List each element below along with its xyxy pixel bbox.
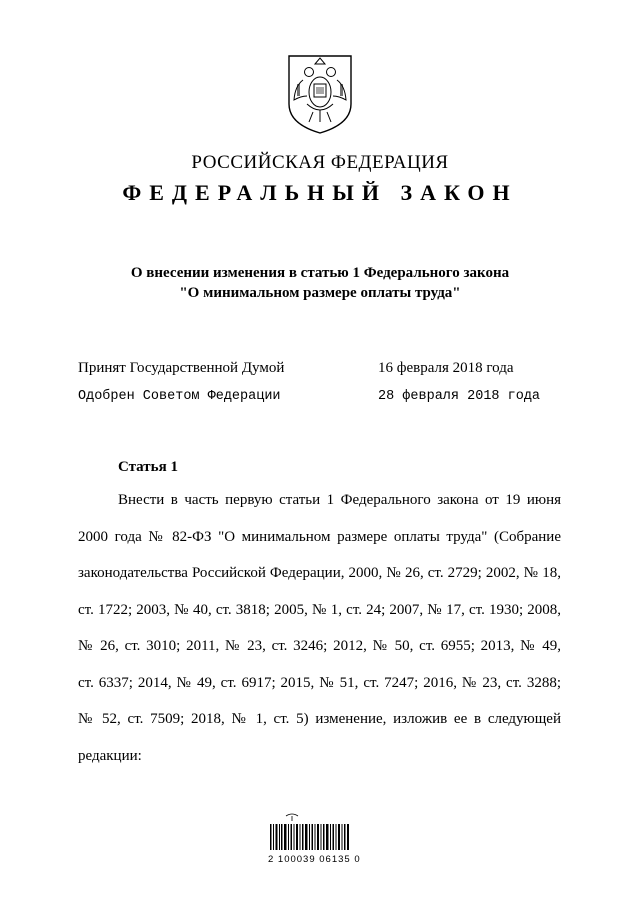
coat-of-arms-emblem: [285, 52, 355, 136]
approved-date: 28 февраля 2018 года: [378, 389, 541, 404]
article-text-line: № 26, ст. 3010; 2011, № 23, ст. 3246; 2012, № 50, ст. 6955; 2013, № 49,: [78, 638, 561, 654]
country-name: РОССИЙСКАЯ ФЕДЕРАЦИЯ: [191, 152, 449, 173]
article-text-line: 2000 года № 82-ФЗ "О минимальном размере оплаты труда" (Собрание: [78, 529, 561, 545]
article-text-line: редакции:: [78, 748, 142, 764]
article-text-line: ст. 6337; 2014, № 49, ст. 6917; 2015, № 51, ст. 7247; 2016, № 23, ст. 3288;: [78, 675, 561, 691]
article-text-line: Внести в часть первую статьи 1 Федерального закона от 19 июня: [118, 492, 561, 508]
article-text-line: ст. 1722; 2003, № 40, ст. 3818; 2005, № 1, ст. 24; 2007, № 17, ст. 1930; 2008,: [78, 602, 561, 618]
article-text-line: № 52, ст. 7509; 2018, № 1, ст. 5) изменение, изложив ее в следующей: [78, 711, 561, 727]
document-type: ФЕДЕРАЛЬНЫЙ ЗАКОН: [122, 180, 518, 205]
article-text-line: законодательства Российской Федерации, 2000, № 26, ст. 2729; 2002, № 18,: [78, 565, 561, 581]
article-heading: Статья 1: [118, 459, 178, 475]
law-title-line-2: "О минимальном размере оплаты труда": [179, 285, 461, 301]
law-title-line-1: О внесении изменения в статью 1 Федерального закона: [130, 265, 510, 281]
adopted-date: 16 февраля 2018 года: [378, 360, 514, 376]
approved-by-label: Одобрен Советом Федерации: [78, 389, 281, 404]
barcode-number: 2 100039 06135 0: [268, 854, 361, 865]
adopted-by-label: Принят Государственной Думой: [78, 360, 285, 376]
